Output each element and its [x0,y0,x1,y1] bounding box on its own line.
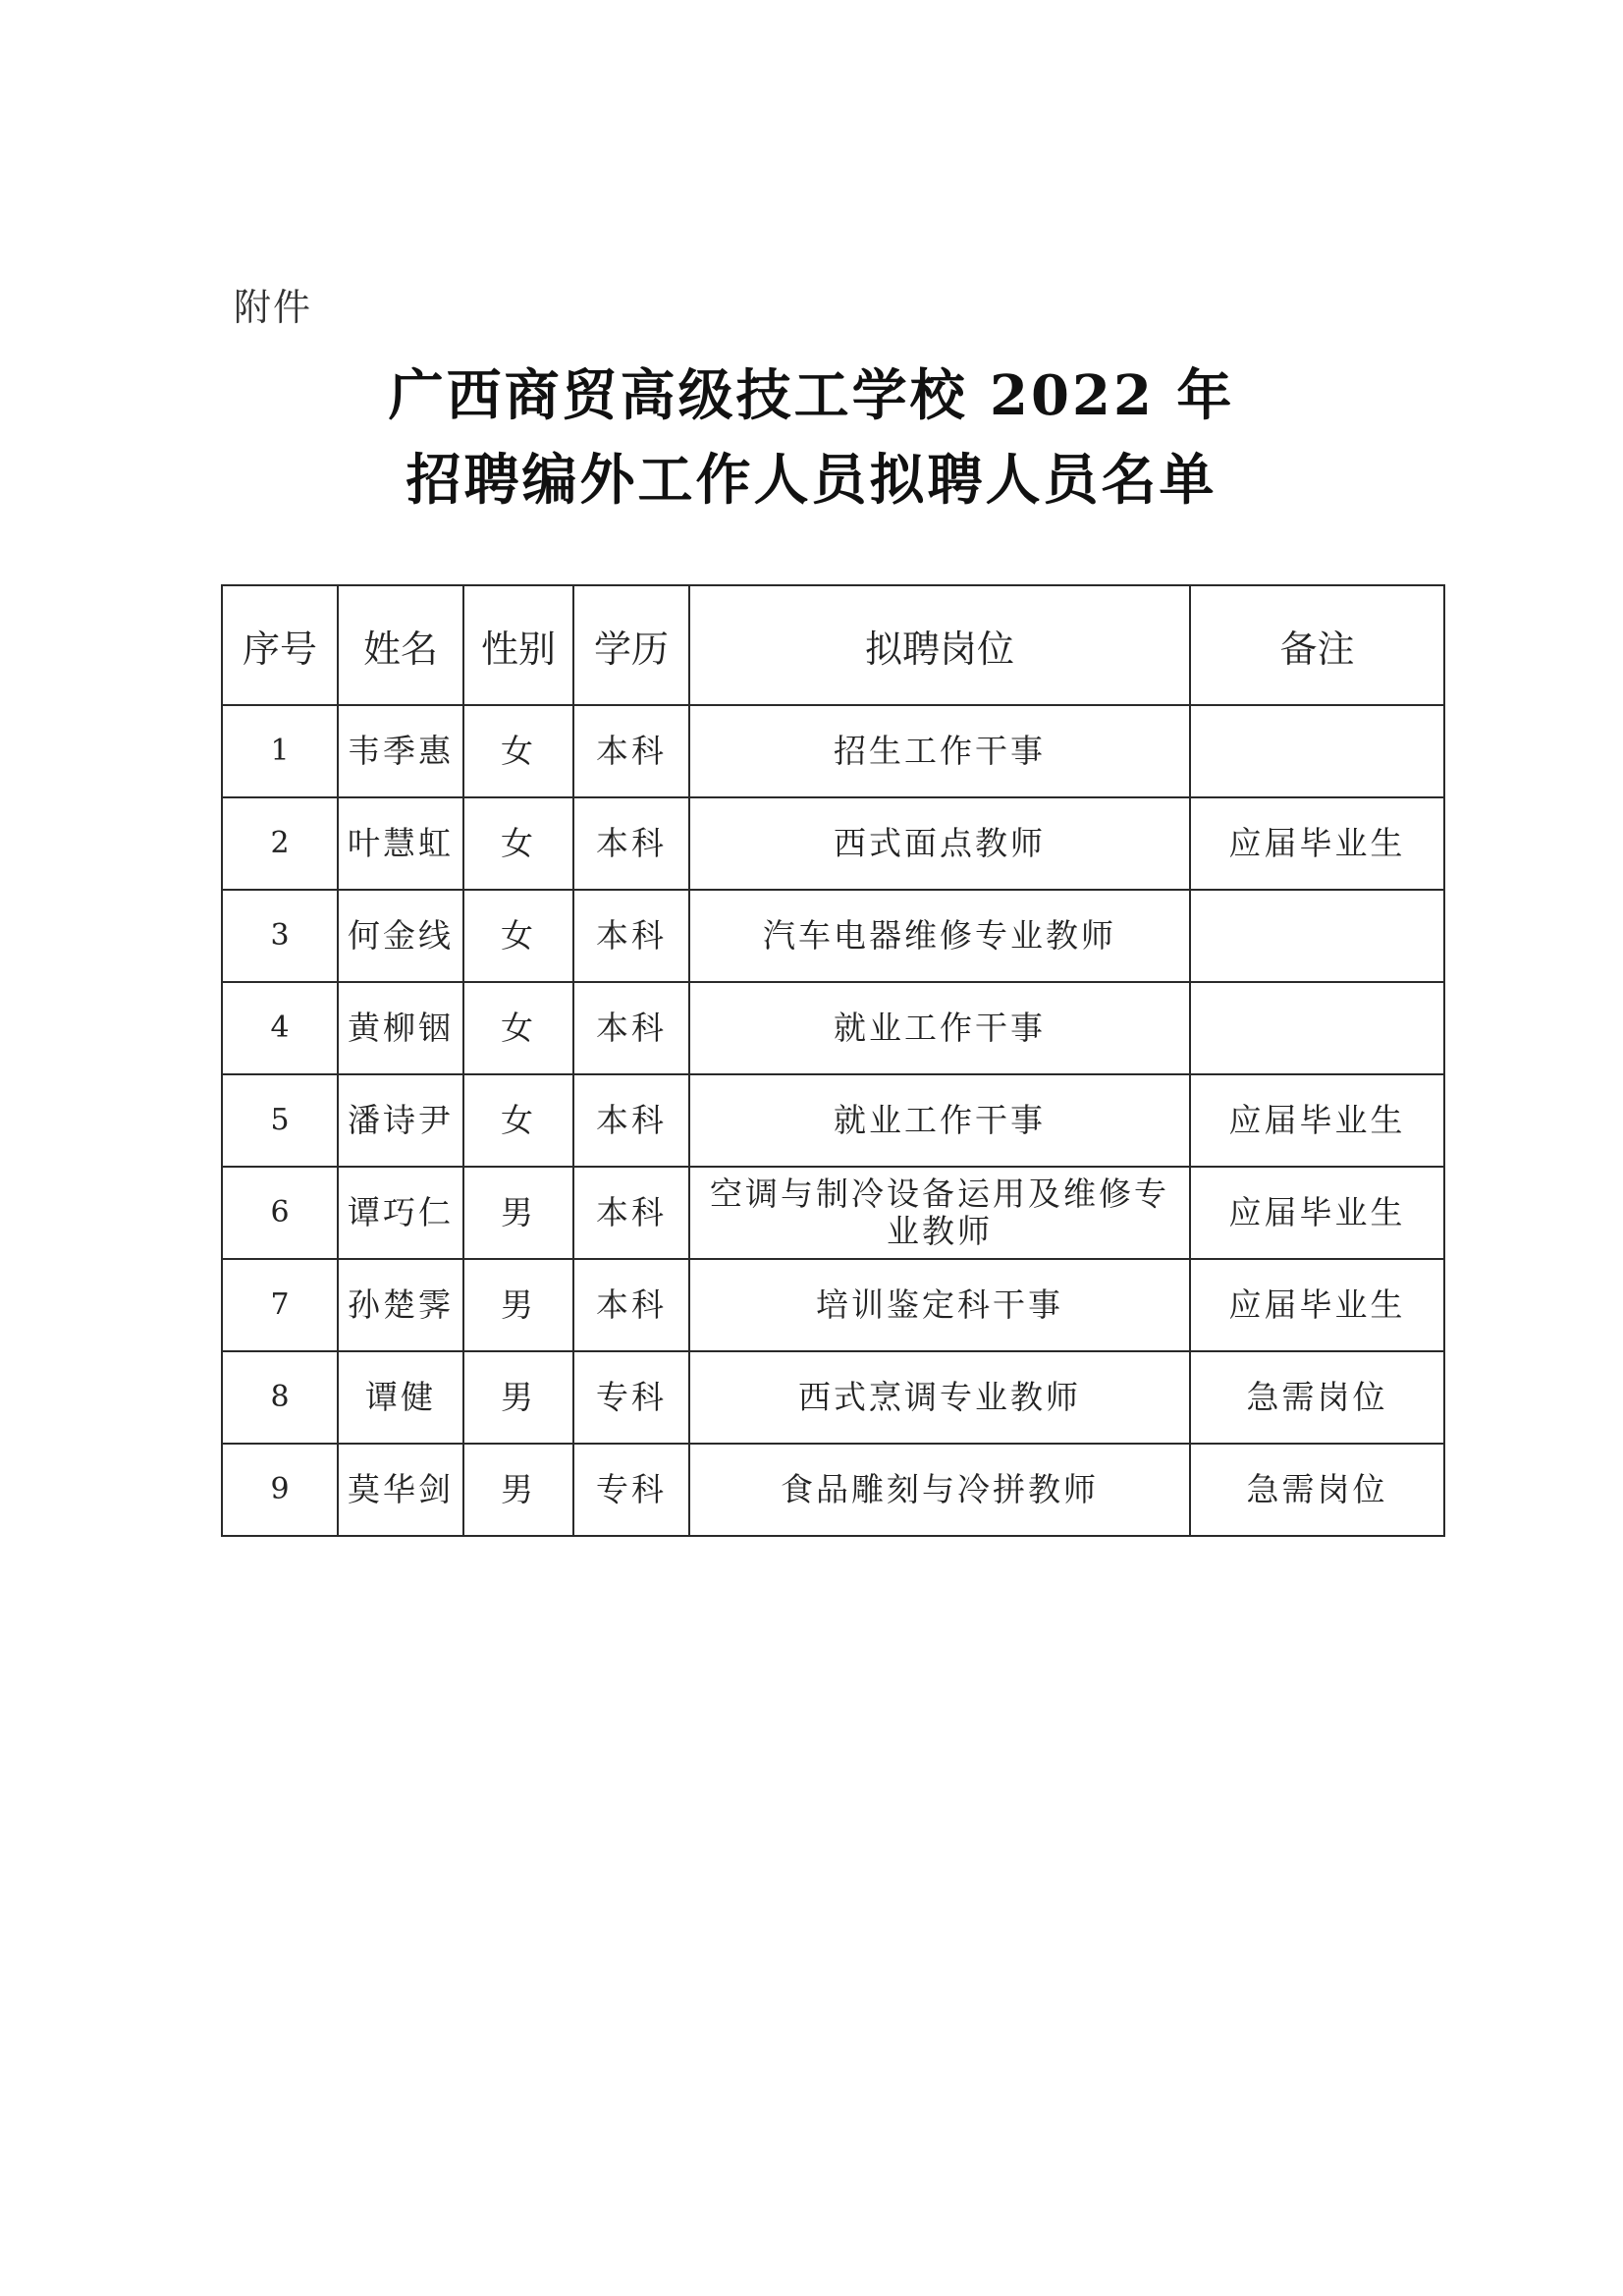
header-position: 拟聘岗位 [689,585,1190,705]
cell-gender: 女 [463,890,573,982]
cell-remark [1190,705,1444,797]
cell-gender: 女 [463,982,573,1074]
cell-position: 空调与制冷设备运用及维修专业教师 [689,1167,1190,1259]
cell-gender: 男 [463,1167,573,1259]
cell-remark: 应届毕业生 [1190,1167,1444,1259]
cell-education: 本科 [573,890,689,982]
cell-name: 潘诗尹 [338,1074,463,1167]
cell-education: 专科 [573,1444,689,1536]
cell-education: 本科 [573,982,689,1074]
cell-index: 2 [222,797,338,890]
cell-education: 本科 [573,1167,689,1259]
cell-index: 6 [222,1167,338,1259]
table-row [222,797,1444,890]
attachment-label: 附件 [234,286,313,329]
cell-position: 就业工作干事 [689,1074,1190,1167]
cell-education: 本科 [573,797,689,890]
header-name: 姓名 [338,585,463,705]
table-row [222,1167,1444,1259]
cell-education: 本科 [573,705,689,797]
cell-index: 9 [222,1444,338,1536]
cell-position: 西式烹调专业教师 [689,1351,1190,1444]
cell-remark: 应届毕业生 [1190,1259,1444,1351]
cell-remark: 急需岗位 [1190,1351,1444,1444]
cell-position: 就业工作干事 [689,982,1190,1074]
cell-remark [1190,890,1444,982]
cell-gender: 男 [463,1259,573,1351]
cell-remark: 应届毕业生 [1190,1074,1444,1167]
cell-index: 1 [222,705,338,797]
table-row [222,705,1444,797]
header-gender: 性别 [463,585,573,705]
cell-position: 招生工作干事 [689,705,1190,797]
title-line-2: 招聘编外工作人员拟聘人员名单 [406,448,1217,513]
cell-name: 韦季惠 [338,705,463,797]
title-line-1: 广西商贸高级技工学校 2022 年 [388,363,1235,428]
table-row [222,1351,1444,1444]
header-education: 学历 [573,585,689,705]
cell-education: 本科 [573,1074,689,1167]
cell-position: 培训鉴定科干事 [689,1259,1190,1351]
candidate-roster-table [221,584,1445,1537]
cell-index: 8 [222,1351,338,1444]
cell-name: 谭巧仁 [338,1167,463,1259]
cell-name: 何金线 [338,890,463,982]
cell-gender: 女 [463,1074,573,1167]
document-title [0,354,1623,522]
cell-education: 专科 [573,1351,689,1444]
table-row [222,890,1444,982]
table-header-row [222,585,1444,705]
cell-index: 5 [222,1074,338,1167]
cell-gender: 男 [463,1444,573,1536]
cell-name: 谭健 [338,1351,463,1444]
cell-name: 孙楚霁 [338,1259,463,1351]
cell-index: 3 [222,890,338,982]
table-row [222,982,1444,1074]
cell-position: 汽车电器维修专业教师 [689,890,1190,982]
cell-name: 莫华剑 [338,1444,463,1536]
cell-name: 黄柳铟 [338,982,463,1074]
cell-gender: 男 [463,1351,573,1444]
cell-gender: 女 [463,797,573,890]
cell-position: 西式面点教师 [689,797,1190,890]
table-row [222,1259,1444,1351]
cell-remark: 急需岗位 [1190,1444,1444,1536]
cell-position: 食品雕刻与冷拼教师 [689,1444,1190,1536]
table-row [222,1444,1444,1536]
cell-index: 4 [222,982,338,1074]
cell-gender: 女 [463,705,573,797]
cell-remark: 应届毕业生 [1190,797,1444,890]
header-index: 序号 [222,585,338,705]
cell-remark [1190,982,1444,1074]
cell-name: 叶慧虹 [338,797,463,890]
cell-education: 本科 [573,1259,689,1351]
table-row [222,1074,1444,1167]
header-remark: 备注 [1190,585,1444,705]
cell-index: 7 [222,1259,338,1351]
